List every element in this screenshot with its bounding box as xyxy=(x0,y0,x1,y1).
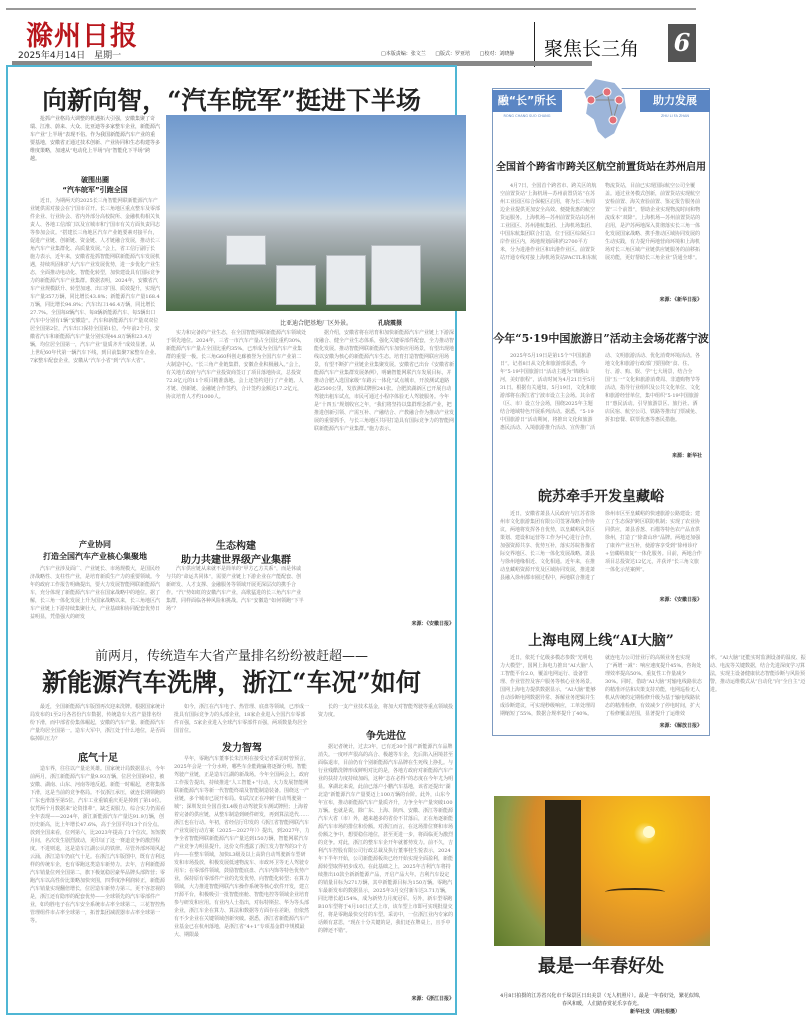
article1-subhead2-a: 产业协同 xyxy=(79,540,111,549)
page-number: 6 xyxy=(668,24,696,62)
article2-subhead2: 发力智驾 xyxy=(222,743,262,754)
editor-credits xyxy=(381,50,522,57)
credit-proofreader: □校对：刘晓静 xyxy=(479,51,515,57)
article1-subhead2-b: 打造全国汽车产业核心集聚地 xyxy=(43,552,147,561)
article1-body2: 汽车产业涉及面广、产业链长、市场规模大，是国民经济战略性、支柱性产业，是培育新质生产力的重要领域。今年的政府工作报告明确提出，要大力发展智能网联新能源汽车，充分体现了新能源汽车产业在国家战略中的地位。据了解，长三角一体化发展上升为国家战略以来，长三角地区汽车产业链上下游持续集聚壮大，产业基础和协同配套优势日益明显，凭借强大的研发 xyxy=(30,566,161,620)
article2-body2: 早年，零跑汽车董事长朱江明在接受记者采访时曾预言，2025年会是一个分水岭，哪些车企能跑赢将逐渐分明。智能驾驶产业链，正是造车江湖的新战场。今年全国两会上，政府工作报告提出，持续推进“人工智能+”行动，大力发展智能网联新能源汽车等新一代智能终端及智能制造装备。围绕这一产业链，多个城市已展开布局。如武汉正在冲刺“自动驾驶第一城”；深圳发出全国首张L4级自动驾驶货车测试牌照；上海着着完备的供应链，从整车制造到硬件研发，再到算法迭代……浙江也在行动。年初，省经信厅印发的《浙江省智能网联汽车产业发展行动方案（2025—2027年）》提出，到2027年，力争全省智能网联新能源汽车产量达到150万辆，智能网联汽车产业竞争力明显提升。这份文件透露了浙江发力智驾的3个方向——在整车领域，加快L3级及以上高阶自动驾驶新车型研发和市场投放，积极发展低速物流车、市政环卫等无人驾驶专用车；在零部件领域，鼓励智能底盘、汽车内饰等特色优势产业，保持原有零部件产业的先发优势，向智能化转型；在算力领域，大力推进智能网联汽车操作系统等核心软件开发，建立开源平台，积极吸引一批智能座舱、智能电控等领域企业培育参与研发和应用。有业内人士指出，对标特斯拉、华为等头部企业，浙江车企在算力、算法和数据等方面存在差距，但依然有不少企业在关键领域创新突破。据悉，浙江省新能源汽车产业基金已在杭州落地，是浙江省“4+1”专项基金群中规模最大、期限最 xyxy=(174,756,310,938)
sidebar-story1-headline[interactable]: 全国首个跨省市跨关区航空前置货站在苏州启用 xyxy=(496,162,706,173)
photo-sun xyxy=(643,826,655,838)
photo-story-caption xyxy=(500,992,704,1016)
article1-headline[interactable]: 向新向智，“汽车皖军”挺进下半场 xyxy=(42,86,421,115)
main-articles-frame xyxy=(6,65,457,1015)
photo-tower xyxy=(545,800,581,946)
banner-left-pinyin: RONG CHANG SUO CHANG xyxy=(503,114,551,118)
article1-body1: 近日，为期两天的2025长三角智能网联新能源汽车产业链供需对接会在宁国市召开。长三角地区重点整车及零部件企业、行业协会、省内外部分高校院所、金融机构相关负责人、各地工信部门以及宣城市和宁国市有关方面负责同志等参加会议。“搭建长三角地区汽车产业链要素对接平台，促进产业链、创新链、资金链、人才链融合发展，推动长三角汽车产业集群化、高质量发展。”会上，省工信厅副厅长施力表示，近年来，安徽省抢抓智能网联新能源汽车发展机遇，持续巩固和扩大汽车产业发展优势，进一步优化产业生态，全面推动电动化、智能化转型，加快建设具有国际竞争力的新能源汽车产业集群。数据表明，2024年，安徽省汽车产业规模跃升、转型加速、出口扩围、质效提升，实现汽车产量357万辆，同比增长43.8%；新能源汽车产量168.4万辆，同比增长94.8%；汽车出口146.4万辆，同比增长27.7%。全国每8辆汽车、每8辆新能源汽车、每5辆出口汽车中分别有1辆“安徽造”。汽车和新能源汽车产量双双位居全国第2位，汽车出口保持全国第1位。今年前2个月，安徽省汽车和新能源汽车产量分别实现44.8万辆和23.4万辆，均位居全国第一，汽车产业“量质齐升”成效显著。从上世纪60年代第一辆汽车下线，到目前集聚7家整车企业、7家整车配套企业，安徽从“汽车小省”到“汽车大省”。 xyxy=(30,198,161,364)
newspaper-logo: 滁州日报 xyxy=(26,21,138,52)
article1-subhead1-a: 破围出圈 xyxy=(81,176,109,184)
article2-subhead1: 底气十足 xyxy=(78,753,118,764)
article2-body3-pre: 长的一支产业技术基金，将加大对智能驾驶等重点领域投资力度。 xyxy=(318,704,454,718)
banner-right-pinyin: ZHU LI FA ZHAN xyxy=(660,114,690,118)
photo-credit: 孔晓震摄 xyxy=(378,320,403,327)
banner-left-title: 融“长”所长 xyxy=(492,90,562,112)
issue-date: 2025年4月14日 星期一 xyxy=(18,51,122,61)
yangtze-delta-map-icon xyxy=(575,76,637,142)
map-city-dot xyxy=(587,96,595,104)
section-title: 聚焦长三角 xyxy=(544,38,640,60)
sidebar-story3-source: 来源：《安徽日报》 xyxy=(659,597,702,603)
photo-building xyxy=(326,255,366,305)
sidebar-story4-body: 近日，依托千亿级多模态参数“光明电力大模型”，国网上海电力推出“AI大脑”人工智能平台2.0，覆盖电网运行、设备管理、作业管控及客户服务等核心业务场景。国网上海电力提供数据显示，“AI大脑”能够自动诊断电网数据异常、拆解业务逻辑并生成诊断建议，可实现秒级响应，工单处理周期缩短了55%，数据合规率提升了40%。就连电力公司营业厅的高频业务也实现了“两增一减”：响应速度提升45%，咨询处理效率提高50%，重复性工作量减少30%。同时，借助“AI大脑”对输电线路状态的精准评估和决策支持功能，电网巡检无人机从传统的定期检修升级为基于输电线路状态的精准检修，有效减少了停电时间，扩大了检修覆盖范围，显著提升了运维效率。“AI大脑”还能实时监测设备的温度、振动、电流等关键数据，结合先进深度学习算法，实现主设备健康状态智能诊断与风险预警，推动运维模式从“自动化”向“全自主”迈进。 xyxy=(500,655,806,717)
article1-body3: 实力和完备的产业生态，在全国智能网联新能源汽车领域处于领先地位。2024年，三省一市汽车产量占全国比重约30%，新能源汽车产量占全国比重约35%，已形成为全国汽车产业集群的重要一极。长三角G60科创走廊被誉为全国汽车产业第二大制造中心。“长三角产业链集群，安徽企业积极融入。”会上，有关地方政府与汽车产业投资商签订了项目落地协议，总投资72.8亿元的11个项目精准落地。会上还签约进行了产业链、人才链、创新链、金融链合作签约，合计签约金额达17.2亿元，协议培育人才约1000人。 xyxy=(166,330,307,400)
credit-layout: □版式：罗亚培 xyxy=(435,51,471,57)
article2-intro: 最近，全国新能源汽车版图再次迎来洗牌。根据国家统计局发布的1至2月各省份汽车数据，传统造车大省产量排名纷纷下滑，而中部省份集体崛起，安徽的汽车产量、新能源汽车产量均居全国第一。造车大军中，浙江处于什么地位，是否面临掉队压力？ xyxy=(30,704,166,742)
photo-building xyxy=(276,265,316,305)
map-shape xyxy=(583,78,627,140)
map-city-dot xyxy=(615,96,623,104)
sidebar-story4-headline[interactable]: 上海电网上线“AI大脑” xyxy=(528,633,674,649)
photo-story-image[interactable] xyxy=(494,796,710,946)
photo-building xyxy=(226,235,266,265)
photo-story-credit: 新华社发（周社根摄） xyxy=(629,1009,680,1015)
sidebar-story1-body: 4月7日，全国首个跨省市、跨关区的航空前置货站“上海机场—苏州前置货站”在苏州工业园区综合保税区启用，将为长三角周边企业提供更加安全高效、便捷优惠的航空货运服务。上海机场—苏州前置货站由苏州工业园区、苏州港航集团、上海机场集团、中国东航集团联合打造，位于园区综保区口岸作业区内，场地规划面积约2700平方米，分为进港作业区和出港作业区。前置货站开通专线对接上海机场货站PACTL和东航物流货站，目前已实现国际航空公司全覆盖。通过业务模式创新，前置货站实现航空安检前置、海关查验前置、鉴定报告服务前置“三个前置”，帮助企业实现物流时间和物流成本“双降”。上海机场—苏州前置货站的启用，是沪苏两地深入贯彻落实长三角一体化发展国家战略、携手推动区域协同发展的生动实践，有力提升两地营商环境和上海机场对长三角区域产业链供应链服务的前移拓展功能，更好帮助长三角企业“货通全球”。 xyxy=(500,183,701,261)
article2-body2-pre: 如今，浙江在汽车电子、热管理、底盘等领域，已形成一批具有国际竞争力的头部企业，18家企业进入全国汽车零部件百强，5家企业进入全球汽车零部件百强，两项数量均居全国首位。 xyxy=(174,704,310,734)
article1-source: 来源：《安徽日报》 xyxy=(411,621,454,627)
article2-source: 来源：《浙江日报》 xyxy=(411,996,454,1002)
article1-subhead3-b: 助力共建世界级产业集群 xyxy=(181,555,291,566)
sidebar-story2-headline[interactable]: 今年“5·19中国旅游日”活动主会场花落宁波 xyxy=(493,332,709,345)
photo-caption: 比亚迪合肥基地厂区外景。 xyxy=(280,320,353,327)
map-city-dot xyxy=(603,88,611,96)
photo-story-headline[interactable]: 最是一年春好处 xyxy=(538,956,664,977)
banner-right-title: 助力发展 xyxy=(640,90,710,112)
article2-subhead3: 争先进位 xyxy=(366,731,406,742)
article2-body3: 据记者统计，过去3年，已有近30个国产新能源汽车品牌消失。一度呼声很高的高合、极越等车企，先后陷入困境甚至面临退市，目前仍有个别新能源汽车品牌在生死线上挣扎。与行业残酷洗牌形成鲜明对比的是，各地方政府对新能源汽车产业的扶持力度持续加码，这种“志在必得”的态度在今年尤为明显。拿湖北来说，此前已落户小鹏汽车基地，该省还提出“湖北造”新能源汽车产量要迈上100万辆的台阶。此外，山东今年宣布，推动新能源汽车产量质齐升，力争全年产量突破100万辆。也就是说，除广东、上海、陕西、安徽、浙江等新能源汽车大省（市）外，越来越多的省份不甘落后，正在角逐新能源汽车市场的排位和份额。对浙江而言，在这场排位赛和市场份额之争中，想要稳住地位，甚至更进一步，将面临更为激烈的竞争。对此，浙江的整车车企开年就蓄势发力。前不久，吉利汽车控股有限公司行政总裁及执行董事桂生悦表示，2024年下半年开始，公司新能源板块已经开始实现全面盈利，新能源转型取得初步成功。在此基础之上，2025年吉利汽车将持续推出10款全新新能源产品，开启产品大年。吉利汽车设定的销量目标为271万辆，其中新能源目标为150万辆。零跑汽车最新发布的数据显示，2025年3月交付新车达3.71万辆，同比增长超154%，成为新势力月度冠军。另外，新车型零跑B10车型将于4月10日正式上市，该车型上市即可实现批量交付，将是零跑最快交付的车型。采访中，一位浙江业内专家的话颇有意思，“现在十分关键的是，我们还在牌桌上，且手中的牌还不错”。 xyxy=(318,744,454,934)
article1-subhead1-b: “汽车皖军”引跑全国 xyxy=(62,186,128,194)
sidebar-story1-source: 来源：《新华日报》 xyxy=(659,297,702,303)
photo-building xyxy=(371,245,421,305)
article1-photo[interactable] xyxy=(166,115,466,311)
article1-body4: 汽车供应链从来就不是简单的“甲方乙方关系”，而是休戚与共的“命运共同体”，需要产业链上下游企业在产能配套、创新研发、人才支撑、金融服务等领域开展更深层次的携手合作。“汽”势如虹的安徽汽车产业，高歌猛进的长三角汽车产业集群，同样面临各种风险和挑战。汽车“安徽造”如何领跑“下半场”？ xyxy=(166,566,304,612)
sidebar-story3-headline[interactable]: 皖苏牵手开发皇藏峪 xyxy=(538,489,664,505)
sidebar-story3-body: 近日，安徽省萧县人民政府与江苏省徐州市文化旅游集团有限公司签署战略合作协议，两地将发挥各自优势，以皇藏峪风景区策划、建设和运营等工作为中心进行合作，加强资源共享、优势互补，落实苏皖鲁豫省际交界地区、长三角一体化发展战略。萧县与徐州地缘相近、文化相通。近年来，在推动皇藏峪资源开发及区域协同发展，推进萧县融入徐州都市圈过程中，两地联合推进了徐州市区至皇藏峪的快速旅游公路建设；建立了生态保护跨区联防机制；实现了农业协同供应，萧县香葱、石榴等特色农产品直供徐州，打造了“徐萧山珍”品牌。两地还加强了康养产业互补，使游客享受到“徐州诊疗+皇藏峪康复”一体化服务。目前，两地合作项目总投资达12亿元，并获评“长三角文旅一体化示范案例”。 xyxy=(500,511,702,581)
article1-subhead3-a: 生态构建 xyxy=(216,541,256,552)
photo-story-caption-text: 4月8日拍摄的江苏省兴化市千垛景区日出美景（无人机照片）。最是一年春好处，繁花似锦，春风和暖，人们踏春赏花乐享春光。 xyxy=(500,993,704,1007)
map-city-dot xyxy=(609,116,617,124)
article1-lede: 抢抓产业格局大调整的机遇拓大引强，安徽集聚了奇瑞、江淮、蔚来、大众、比亚迪等多家整车企业，新能源汽车产业“上半场”表现不俗。作为我国新能源汽车产业的重要基地，安徽省正通过技术创新、产业协同和生态构建等多维度策略，加速从“电动化上半场”向“智能化下半场”跨越。 xyxy=(30,116,161,162)
photo-bridge xyxy=(605,888,665,896)
sidebar-story2-body: 2025年5月19日是第15个“中国旅游日”。记者8日从文化和旅游部获悉，今年“5·19中国旅游日”活动主题为“锦绣山河，美好旅程”，活动时间为4月21日至5月31日。根据有关通知，5月19日，文化和旅游部将在浙江省宁波市设立主会场。其余省（区、市）设立分会场，围绕2025年主题结合地域特色开展系列活动。据悉，“5·19中国旅游日”活动期间，将推出文化和旅游惠民活动、入境旅游推介活动、宣传推广活动、文明旅游活动、优化消费环境活动。各地文化和旅游行政部门要围绕“食、住、行、游、购、娱、学”七大场景，结合全国“五一”文化和旅游消费周、非遗购物节等活动，指导行业组织及公共文化单位、文化和旅游经营单位，集中组织“5·19中国旅游日”惠民活动。引导旅游景区、旅行社、酒店民宿、航空公司、铁路等推出门票减免、折扣套餐、联票优惠等惠民措施。 xyxy=(500,353,701,431)
article2-kicker: 前两月，传统造车大省产量排名纷纷被赶超—— xyxy=(94,649,368,664)
credit-editor: □本版责编：张文兰 xyxy=(381,51,426,57)
article2-body1: 造车界，往往以产量论英雄。国家统计局数据显示，今年前两月，浙江新能源汽车产量9.93万辆，位居全国第9位，被安徽、湖南、山东、河南等地反超。新能一时崛起，老将集体下滑，这是当前的竞争格局。不仅浙江承压，就连长期领跑的广东也滑落至第5位，汽车工业重镇重庆更是掉到了第10位。仅凭两个月数据来“论资排辈”，缺乏说服力，综合实力仍需看全年表现——2024年，浙江新能源汽车产量达91.9万辆，创历史新高，比上年增长47.6%，高于全国平均13个百分点。放到全国来看，位列第六，比2023年提高了1个位次。短短数月间，名次发生剧烈波动，更印证了这一赛道竞争的激烈程度。不进则退，这是造车江湖公认的铁律。尽管外部环境风起云涌，浙江造车仍底气十足。在浙江汽车版图中，既有吉利这样的传统车企，也有零跑这类造车新势力。去年，吉利新能源汽车销量位列全国第二，旗下极氪稳居豪华品牌头部阵营；零跑汽车以高性价比策略加快突围，四季度净利润转正，新能源汽车销量实现翻倍增长，位居造车新势力第三。更不容忽视的是，浙江还有隐形的配套优势——全球领先的汽车零部件产业，如均胜电子在汽车安全系统市占率全球第二，三花智控热管理组件市占率全球第一，拓普集团减震器市占率全球第一等。 xyxy=(30,766,166,924)
sidebar-story2-source: 来源：新华社 xyxy=(671,453,702,459)
article2-headline[interactable]: 新能源汽车洗牌，浙江“车况”如何 xyxy=(42,668,421,697)
article1-body5: 据介绍，安徽省将在培育和加快新能源汽车产业链上下游深度融合、健全产业生态体系，强化关键零部件配套，全力推动智能化发展。推动智能网联新能源汽车加快应用场景，有望出现地线以安徽为核心的新能源汽车生态。培育打造智能网联应用场景，有望不断扩产业链企业集聚发展。安徽省已出台《安徽省新能源汽车产业集群发展条例》，明确智能网联汽车发展目标，并推动合肥入选国家级“车路云一体化”试点城市，开放测试道路超2500公里，发放测试牌照241张。合肥滨湖新区已开展自动驾驶出租车试点，市民可通过小程序体验无人驾驶服务。今年是“十四五”规划收官之年，“我们将坚持以集群理念抓产业，把推进创新引领、产需互补、产融结合、产教融合作为推动产业发展的重要抓手，与长三角地区共同打造具有国际竞争力的智能网联新能源汽车产业集群。”施力表示。 xyxy=(314,330,455,432)
sidebar-story4-source: 来源：《解放日报》 xyxy=(659,723,702,729)
